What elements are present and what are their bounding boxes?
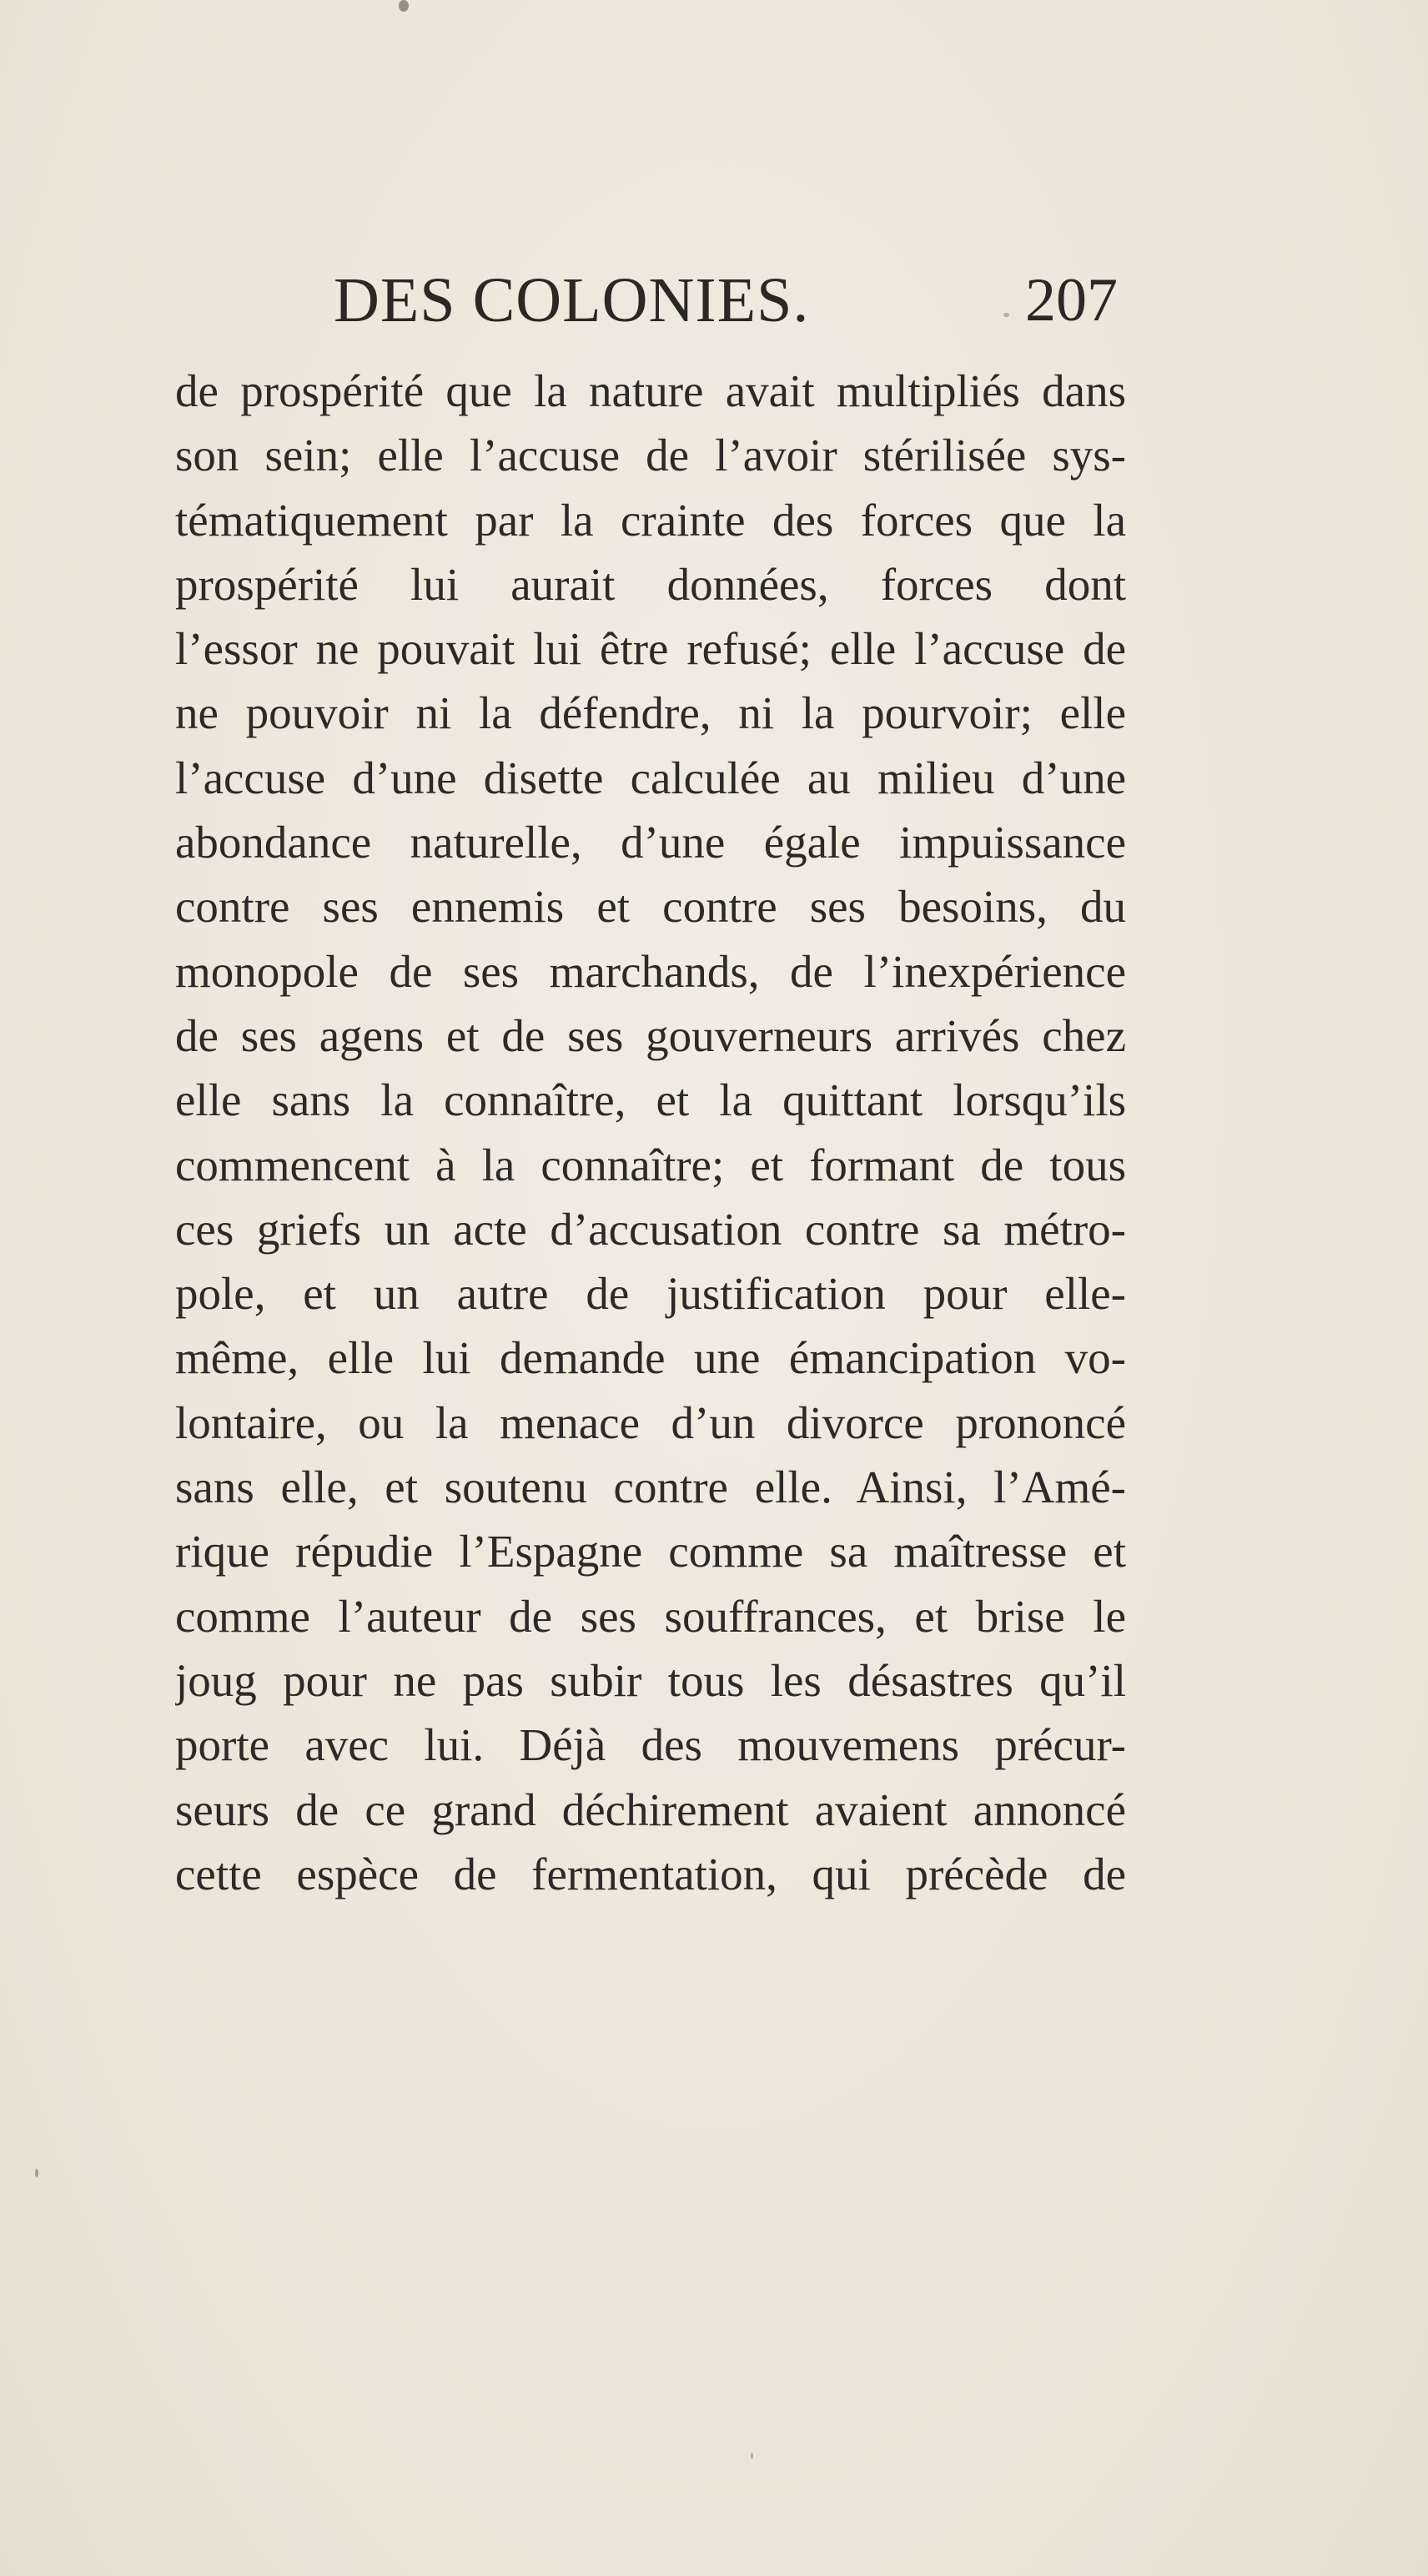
text-line: tématiquement par la crainte des forces que la [175, 494, 1126, 546]
text-line: de prospérité que la nature avait multipliés dans [175, 365, 1126, 416]
text-line: ces griefs un acte d’accusation contre sa métro- [175, 1203, 1126, 1255]
text-line: de ses agens et de ses gouverneurs arrivés chez [175, 1009, 1126, 1061]
page-number: 207 [1025, 266, 1118, 335]
body-text [175, 359, 1126, 1906]
text-line: abondance naturelle, d’une égale impuissance [175, 817, 1126, 868]
text-line: monopole de ses marchands, de l’inexpérience [175, 945, 1126, 997]
text-line: comme l’auteur de ses souffrances, et brise le [175, 1590, 1126, 1642]
text-line: commencent à la connaître; et formant de tous [175, 1139, 1126, 1190]
text-line: contre ses ennemis et contre ses besoins, du [175, 881, 1126, 933]
text-line: même, elle lui demande une émancipation vo- [175, 1332, 1126, 1384]
text-line: rique répudie l’Espagne comme sa maîtresse et [175, 1526, 1126, 1577]
text-line: elle sans la connaître, et la quittant lorsqu’ils [175, 1074, 1126, 1126]
text-line: joug pour ne pas subir tous les désastres qu’il [175, 1654, 1126, 1706]
text-line: cette espèce de fermentation, qui précède de [175, 1848, 1126, 1899]
text-line: seurs de ce grand déchirement avaient annoncé [175, 1784, 1126, 1835]
text-line: sans elle, et soutenu contre elle. Ainsi, l’Amé- [175, 1462, 1126, 1513]
text-line: ne pouvoir ni la défendre, ni la pourvoir; elle [175, 687, 1126, 739]
text-line: l’accuse d’une disette calculée au milieu d’une [175, 752, 1126, 803]
text-line: pole, et un autre de justification pour elle- [175, 1268, 1126, 1320]
running-title: DES COLONIES. [334, 265, 810, 335]
text-line: prospérité lui aurait données, forces dont [175, 558, 1126, 610]
text-line: lontaire, ou la menace d’un divorce prononcé [175, 1396, 1126, 1448]
text-line: son sein; elle l’accuse de l’avoir stérilisée sys- [175, 430, 1126, 481]
text-line: porte avec lui. Déjà des mouvemens précur- [175, 1719, 1126, 1771]
ink-speck [751, 2453, 753, 2459]
text-line: l’essor ne pouvait lui être refusé; elle l’accuse de [175, 623, 1126, 675]
ink-speck [399, 0, 409, 12]
ink-speck [35, 2169, 38, 2177]
page-header [175, 259, 1118, 342]
